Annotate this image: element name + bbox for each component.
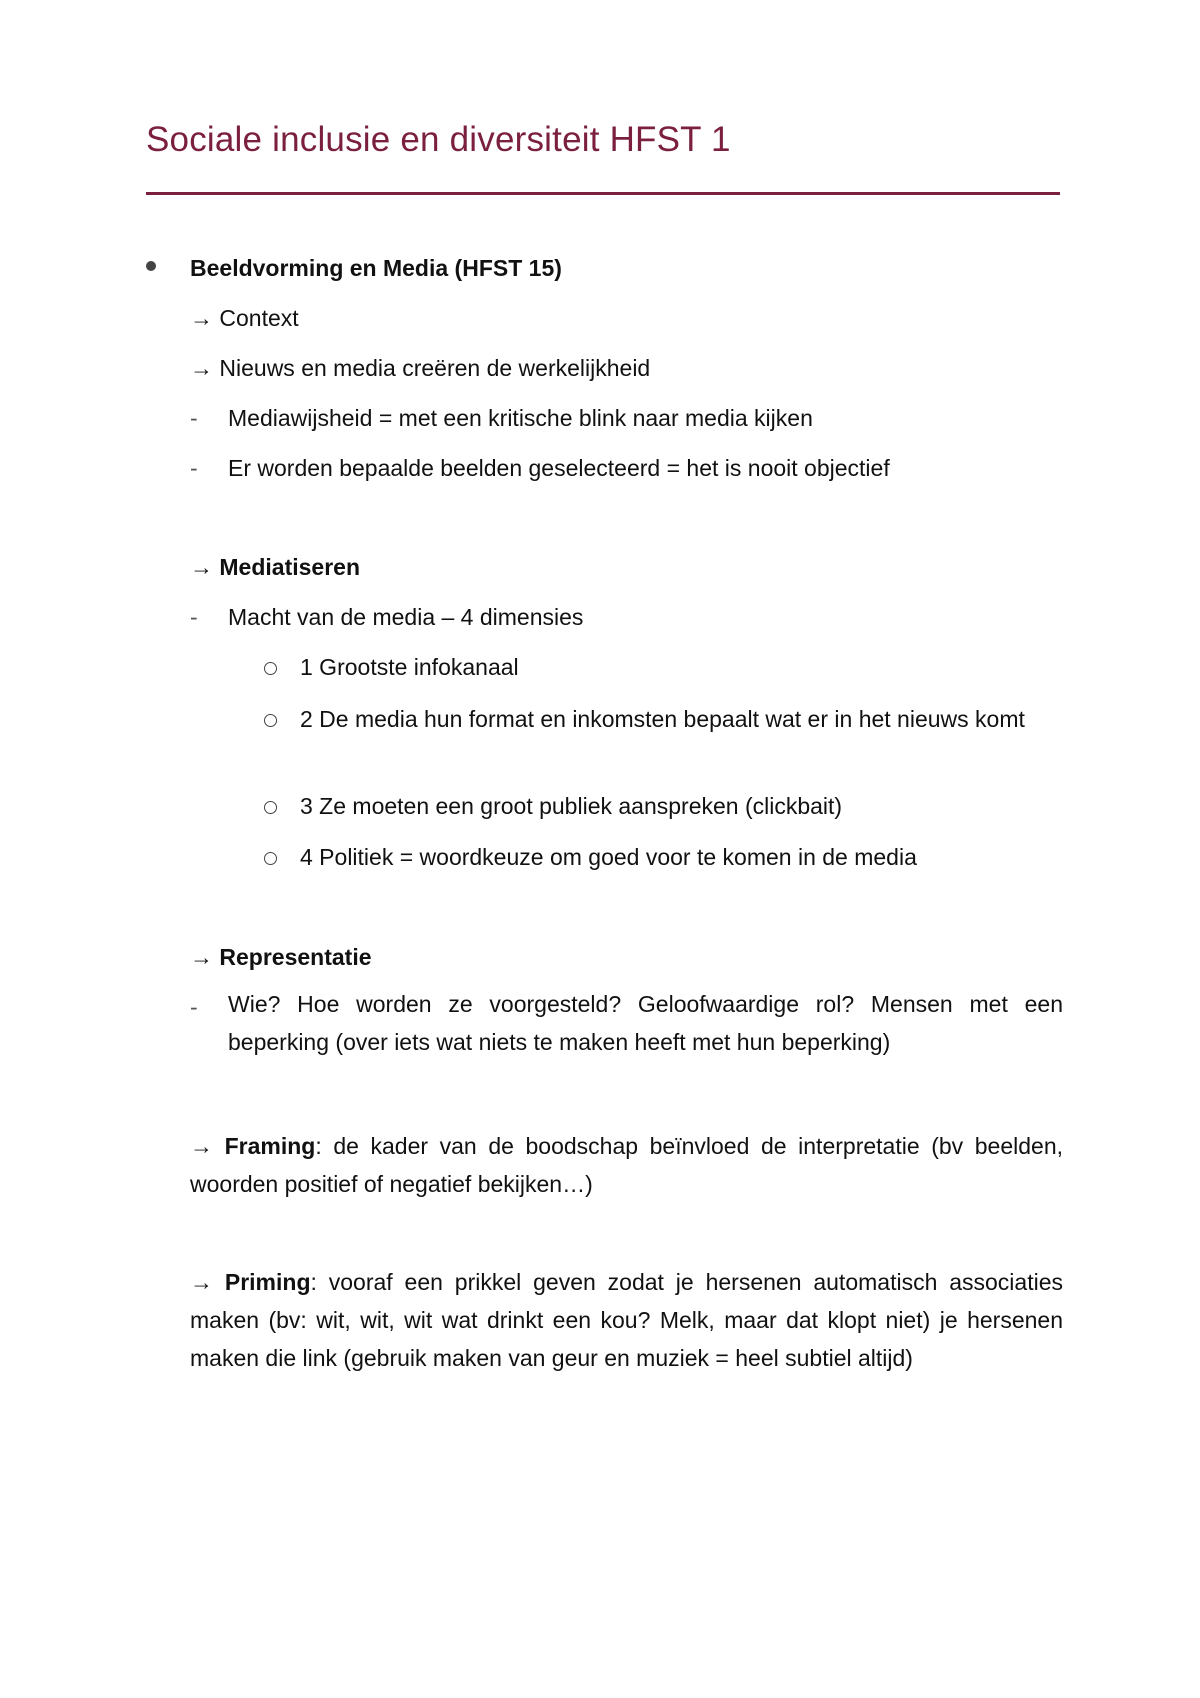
dimension-item: 3 Ze moeten een groot publiek aanspreken (clickbait) (300, 793, 843, 819)
arrow-icon: → (190, 554, 213, 580)
representatie-label: Representatie (219, 944, 372, 970)
circle-bullet-icon (264, 714, 277, 727)
section-heading: Beeldvorming en Media (HFST 15) (190, 255, 562, 281)
arrow-icon: → (190, 355, 213, 381)
framing-paragraph (190, 1127, 1063, 1203)
context-statement: Nieuws en media creëren de werkelijkheid (219, 355, 651, 381)
mediatiseren-label: Mediatiseren (219, 554, 360, 580)
dash-icon: - (190, 604, 198, 630)
circle-bullet-icon (264, 662, 277, 675)
priming-paragraph (190, 1263, 1063, 1377)
dash-icon: - (190, 405, 198, 431)
circle-bullet-icon (264, 852, 277, 865)
title-divider (146, 192, 1060, 195)
mediatiseren-heading (190, 552, 360, 582)
context-label: Context (219, 305, 299, 331)
mediatiseren-dash-item: Macht van de media – 4 dimensies (228, 604, 584, 630)
page-title: Sociale inclusie en diversiteit HFST 1 (146, 120, 731, 159)
arrow-icon: → (190, 305, 213, 331)
framing-text: : de kader van de boodschap beïnvloed de interpretatie (bv beelden, woorden positief of negatief bekijken…) (190, 1133, 1064, 1197)
dimension-item: 1 Grootste infokanaal (300, 654, 519, 680)
priming-text: : vooraf een prikkel geven zodat je hersenen automatisch associaties maken (bv: wit, wit, wit wat drinkt een kou? Melk, maar dat klopt niet) je hersenen maken die link (gebruik maken van geur en muziek = heel subtiel altijd) (190, 1269, 1064, 1371)
context-item (190, 353, 650, 383)
context-dash-item: Er worden bepaalde beelden geselecteerd = het is nooit objectief (228, 455, 890, 481)
representatie-heading (190, 942, 372, 972)
dimension-item: 4 Politiek = woordkeuze om goed voor te komen in de media (300, 844, 917, 870)
context-item (190, 303, 299, 333)
framing-term: Framing (224, 1133, 316, 1159)
arrow-icon: → (190, 944, 213, 970)
dash-icon: - (190, 994, 198, 1020)
arrow-icon: → (190, 1269, 213, 1295)
priming-term: Priming (224, 1269, 311, 1295)
context-dash-item: Mediawijsheid = met een kritische blink naar media kijken (228, 405, 813, 431)
dimension-item: 2 De media hun format en inkomsten bepaalt wat er in het nieuws komt (300, 706, 1025, 732)
arrow-icon: → (190, 1133, 213, 1159)
representatie-dash-item: Wie? Hoe worden ze voorgesteld? Geloofwaardige rol? Mensen met een beperking (over iets wat niets te maken heeft met hun beperking) (228, 991, 1063, 1055)
bullet-icon (146, 261, 156, 271)
dash-icon: - (190, 455, 198, 481)
circle-bullet-icon (264, 801, 277, 814)
